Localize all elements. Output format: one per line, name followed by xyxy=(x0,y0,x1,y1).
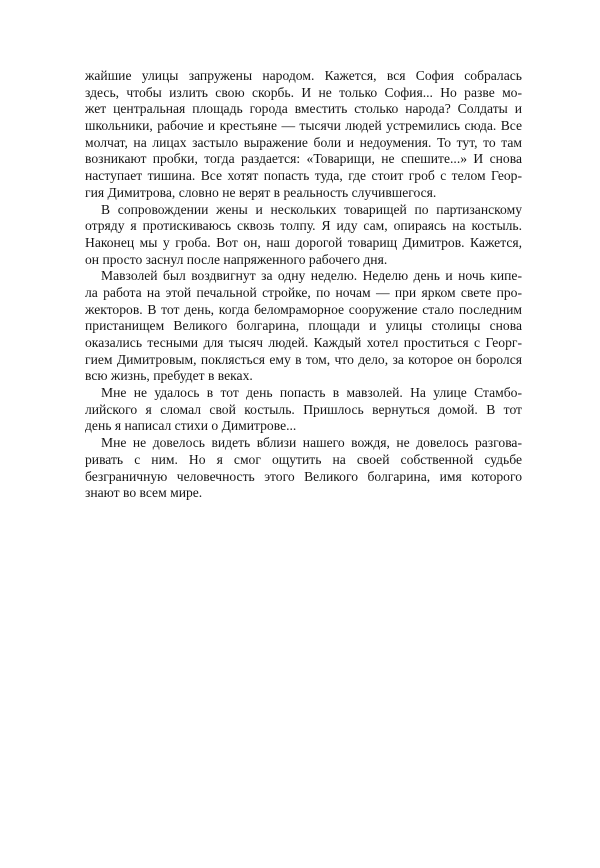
text-line: безграничную человечность этого Великого болгарина, имя которого xyxy=(85,468,522,484)
text-line: пристанищем Великого болгарина, площади и улицы столицы снова xyxy=(85,318,522,334)
text-line: ла работа на этой печальной стройке, по ночам — при ярком свете про- xyxy=(85,284,522,300)
text-line: В сопровождении жены и нескольких товарищей по партизанскому xyxy=(101,201,522,217)
text-line: Мне не довелось видеть вблизи нашего вождя, не довелось разгова- xyxy=(101,435,522,451)
paragraph-5 xyxy=(85,435,522,502)
text-line: жекторов. В тот день, когда беломраморное сооружение стало последним xyxy=(85,301,522,317)
text-line: лийского я сломал свой костыль. Пришлось вернуться домой. В тот xyxy=(85,401,522,417)
text-line: день я написал стихи о Димитрове... xyxy=(85,418,297,434)
text-line: Мавзолей был воздвигнут за одну неделю. Неделю день и ночь кипе- xyxy=(101,268,522,284)
text-line: оказались тесными для тысяч людей. Каждый хотел проститься с Георг- xyxy=(85,335,522,350)
text-line: возникают пробки, тогда раздается: «Товарищи, не спешите...» И снова xyxy=(85,151,522,167)
text-line: гия Димитрова, словно не верят в реальность случившегося. xyxy=(85,184,437,200)
text-line: отряду я протискиваюсь сквозь толпу. Я иду сам, опираясь на костыль. xyxy=(85,218,522,234)
text-line: наступает тишина. Все хотят попасть туда, где стоит гроб с телом Геор- xyxy=(85,168,522,184)
paragraph-4 xyxy=(85,385,522,435)
text-line: гием Димитровым, поклясться ему в том, что дело, за которое он боролся xyxy=(85,351,522,367)
text-line: жайшие улицы запружены народом. Кажется, вся София собралась xyxy=(85,68,522,83)
paragraph-3 xyxy=(85,268,522,385)
text-line: Мне не удалось в тот день попасть в мавзолей. На улице Стамбо- xyxy=(101,385,522,401)
text-line: здесь, чтобы излить свою скорбь. И не только София... Но разве мо- xyxy=(85,84,522,100)
text-line: всю жизнь, пребудет в веках. xyxy=(85,368,253,384)
text-line: знают во всем мире. xyxy=(85,485,203,501)
text-line: он просто заснул после напряженного рабочего дня. xyxy=(85,251,388,267)
body-text xyxy=(85,68,522,502)
text-line: жет центральная площадь города вместить столько народа? Солдаты и xyxy=(85,101,522,117)
text-line: школьники, рабочие и крестьяне — тысячи людей устремились сюда. Все xyxy=(85,118,522,134)
text-line: ривать с ним. Но я смог ощутить на своей собственной судьбе xyxy=(85,451,522,467)
paragraph-2 xyxy=(85,202,522,269)
text-line: молчат, на лицах застыло выражение боли и недоумения. То тут, то там xyxy=(85,134,522,150)
text-line: Наконец мы у гроба. Вот он, наш дорогой товарищ Димитров. Кажется, xyxy=(85,234,522,250)
paragraph-1 xyxy=(85,68,522,202)
